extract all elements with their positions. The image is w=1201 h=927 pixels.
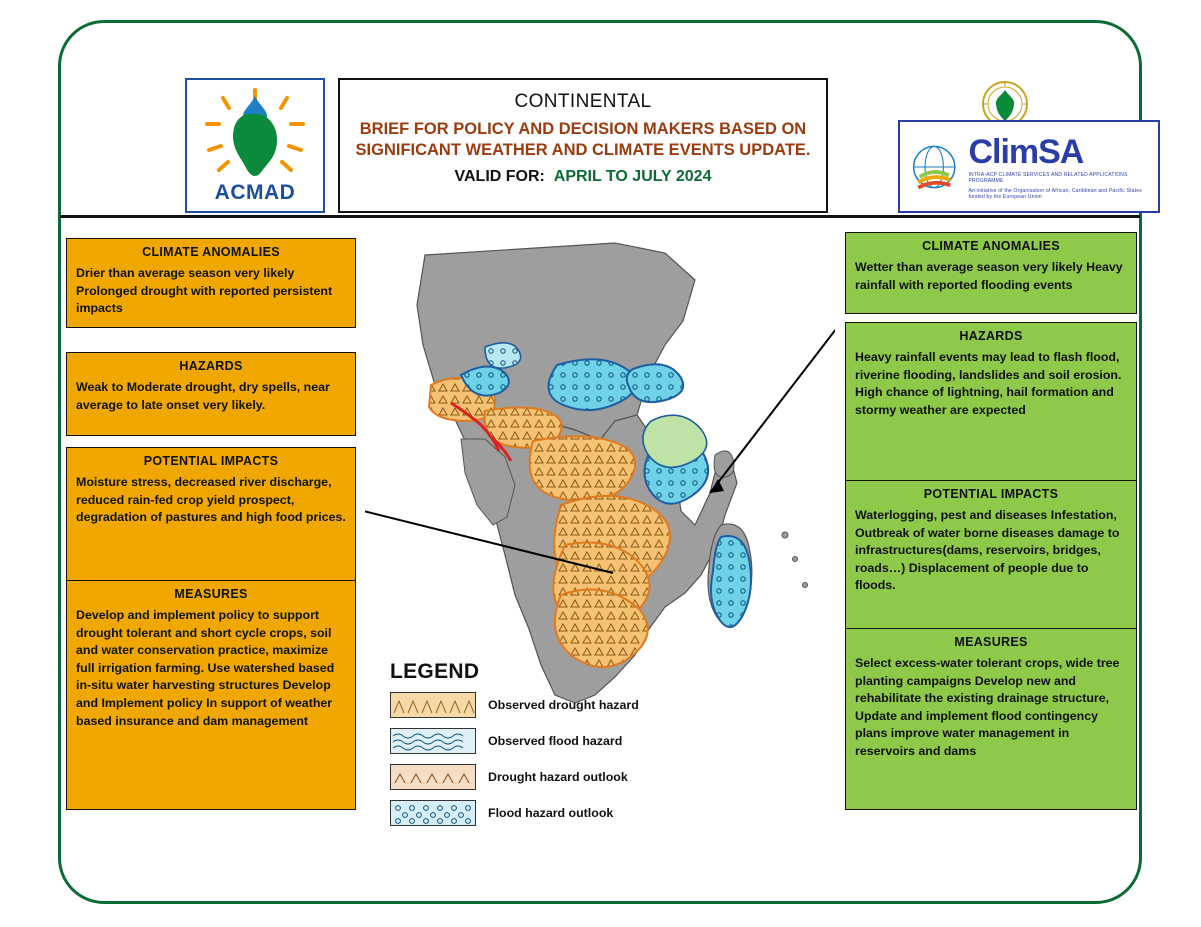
right-panel-hazards-title: HAZARDS [959,329,1023,343]
right-panel-measures-body: Select excess-water tolerant crops, wide tree planting campaigns Develop new and rehabilitate the existing drainage structure, Update and implement flood contingency plans improve water management in reservoirs and dams [855,656,1120,759]
valid-label: VALID FOR: [454,168,545,186]
valid-value: APRIL TO JULY 2024 [553,168,712,186]
right-panel-hazards [845,322,1137,482]
left-panel-hazards [66,352,356,436]
legend-label-flood-outlook: Flood hazard outlook [488,806,614,820]
legend-item [390,692,660,718]
island-marker [782,532,788,538]
legend-label-observed-flood: Observed flood hazard [488,734,623,748]
document-header [60,58,1140,218]
island-marker [793,557,798,562]
page-title: CONTINENTAL [514,91,652,112]
left-panel-measures-body: Develop and implement policy to support drought tolerant and short cycle crops, soil and water conservation practice, maximize full irrigation farming. Use watershed based in-situ water harvesting structures Develop and Implement policy In support of weather based insurance and dam management [76,608,335,728]
legend-label-observed-drought: Observed drought hazard [488,698,639,712]
header-divider [60,215,1140,218]
legend-item [390,728,660,754]
legend-swatch-drought-outlook [390,764,476,790]
left-panel-potential-impacts [66,447,356,583]
climsa-wordmark: ClimSA [968,132,1084,171]
right-panel-climate-anomalies-body: Wetter than average season very likely Heavy rainfall with reported flooding events [855,260,1123,292]
legend-label-drought-outlook: Drought hazard outlook [488,770,628,784]
right-panel-measures [845,628,1137,810]
left-panel-climate-anomalies-body: Drier than average season very likely Prolonged drought with reported persistent impacts [76,266,333,316]
left-panel-potential-impacts-title: POTENTIAL IMPACTS [143,454,279,468]
left-panel-climate-anomalies [66,238,356,328]
right-panel-potential-impacts [845,480,1137,638]
left-panel-climate-anomalies-title: CLIMATE ANOMALIES [142,245,280,259]
left-panel-measures-title: MEASURES [174,587,248,601]
legend-swatch-observed-flood [390,728,476,754]
left-panel-hazards-title: HAZARDS [179,359,243,373]
legend [390,660,660,836]
acmad-logo-label: ACMAD [214,181,296,204]
legend-swatch-flood-outlook [390,800,476,826]
left-panel-hazards-body: Weak to Moderate drought, dry spells, near average to late onset very likely. [76,380,330,412]
right-panel-potential-impacts-title: POTENTIAL IMPACTS [923,487,1059,501]
climsa-tagline: INTRA-ACP CLIMATE SERVICES AND RELATED APPLICATIONS PROGRAMME [968,171,1128,184]
legend-swatch-observed-drought [390,692,476,718]
right-panel-climate-anomalies [845,232,1137,314]
right-panel-potential-impacts-body: Waterlogging, pest and diseases Infestation, Outbreak of water borne diseases damage to infrastructures(dams, reservoirs, bridges, roads…) Displacement of people due to floods. [855,508,1120,593]
acmad-logo [185,78,325,213]
island-marker [803,583,808,588]
climsa-footer-note: An initiative of the Organisation of African, Caribbean and Pacific States funded by the European Union [968,187,1142,200]
right-panel-climate-anomalies-title: CLIMATE ANOMALIES [922,239,1060,253]
validity-line [348,168,818,186]
right-panel-hazards-body: Heavy rainfall events may lead to flash flood, riverine flooding, landslides and soil erosion. High chance of lightning, hail formation and stormy weather are expected [855,350,1122,417]
climsa-globe-icon [906,130,962,204]
acmad-sun-icon [195,84,315,184]
right-panel-measures-title: MEASURES [954,635,1028,649]
title-box [338,78,828,213]
page-subtitle: BRIEF FOR POLICY AND DECISION MAKERS BASED ON SIGNIFICANT WEATHER AND CLIMATE EVENTS UPDATE. [355,120,811,159]
legend-title: LEGEND [390,660,480,683]
climsa-logo [898,120,1160,213]
left-panel-measures [66,580,356,810]
left-panel-potential-impacts-body: Moisture stress, decreased river discharge, reduced rain-fed crop yield prospect, degradation of pastures and high food prices. [76,475,346,525]
legend-item [390,800,660,826]
legend-item [390,764,660,790]
